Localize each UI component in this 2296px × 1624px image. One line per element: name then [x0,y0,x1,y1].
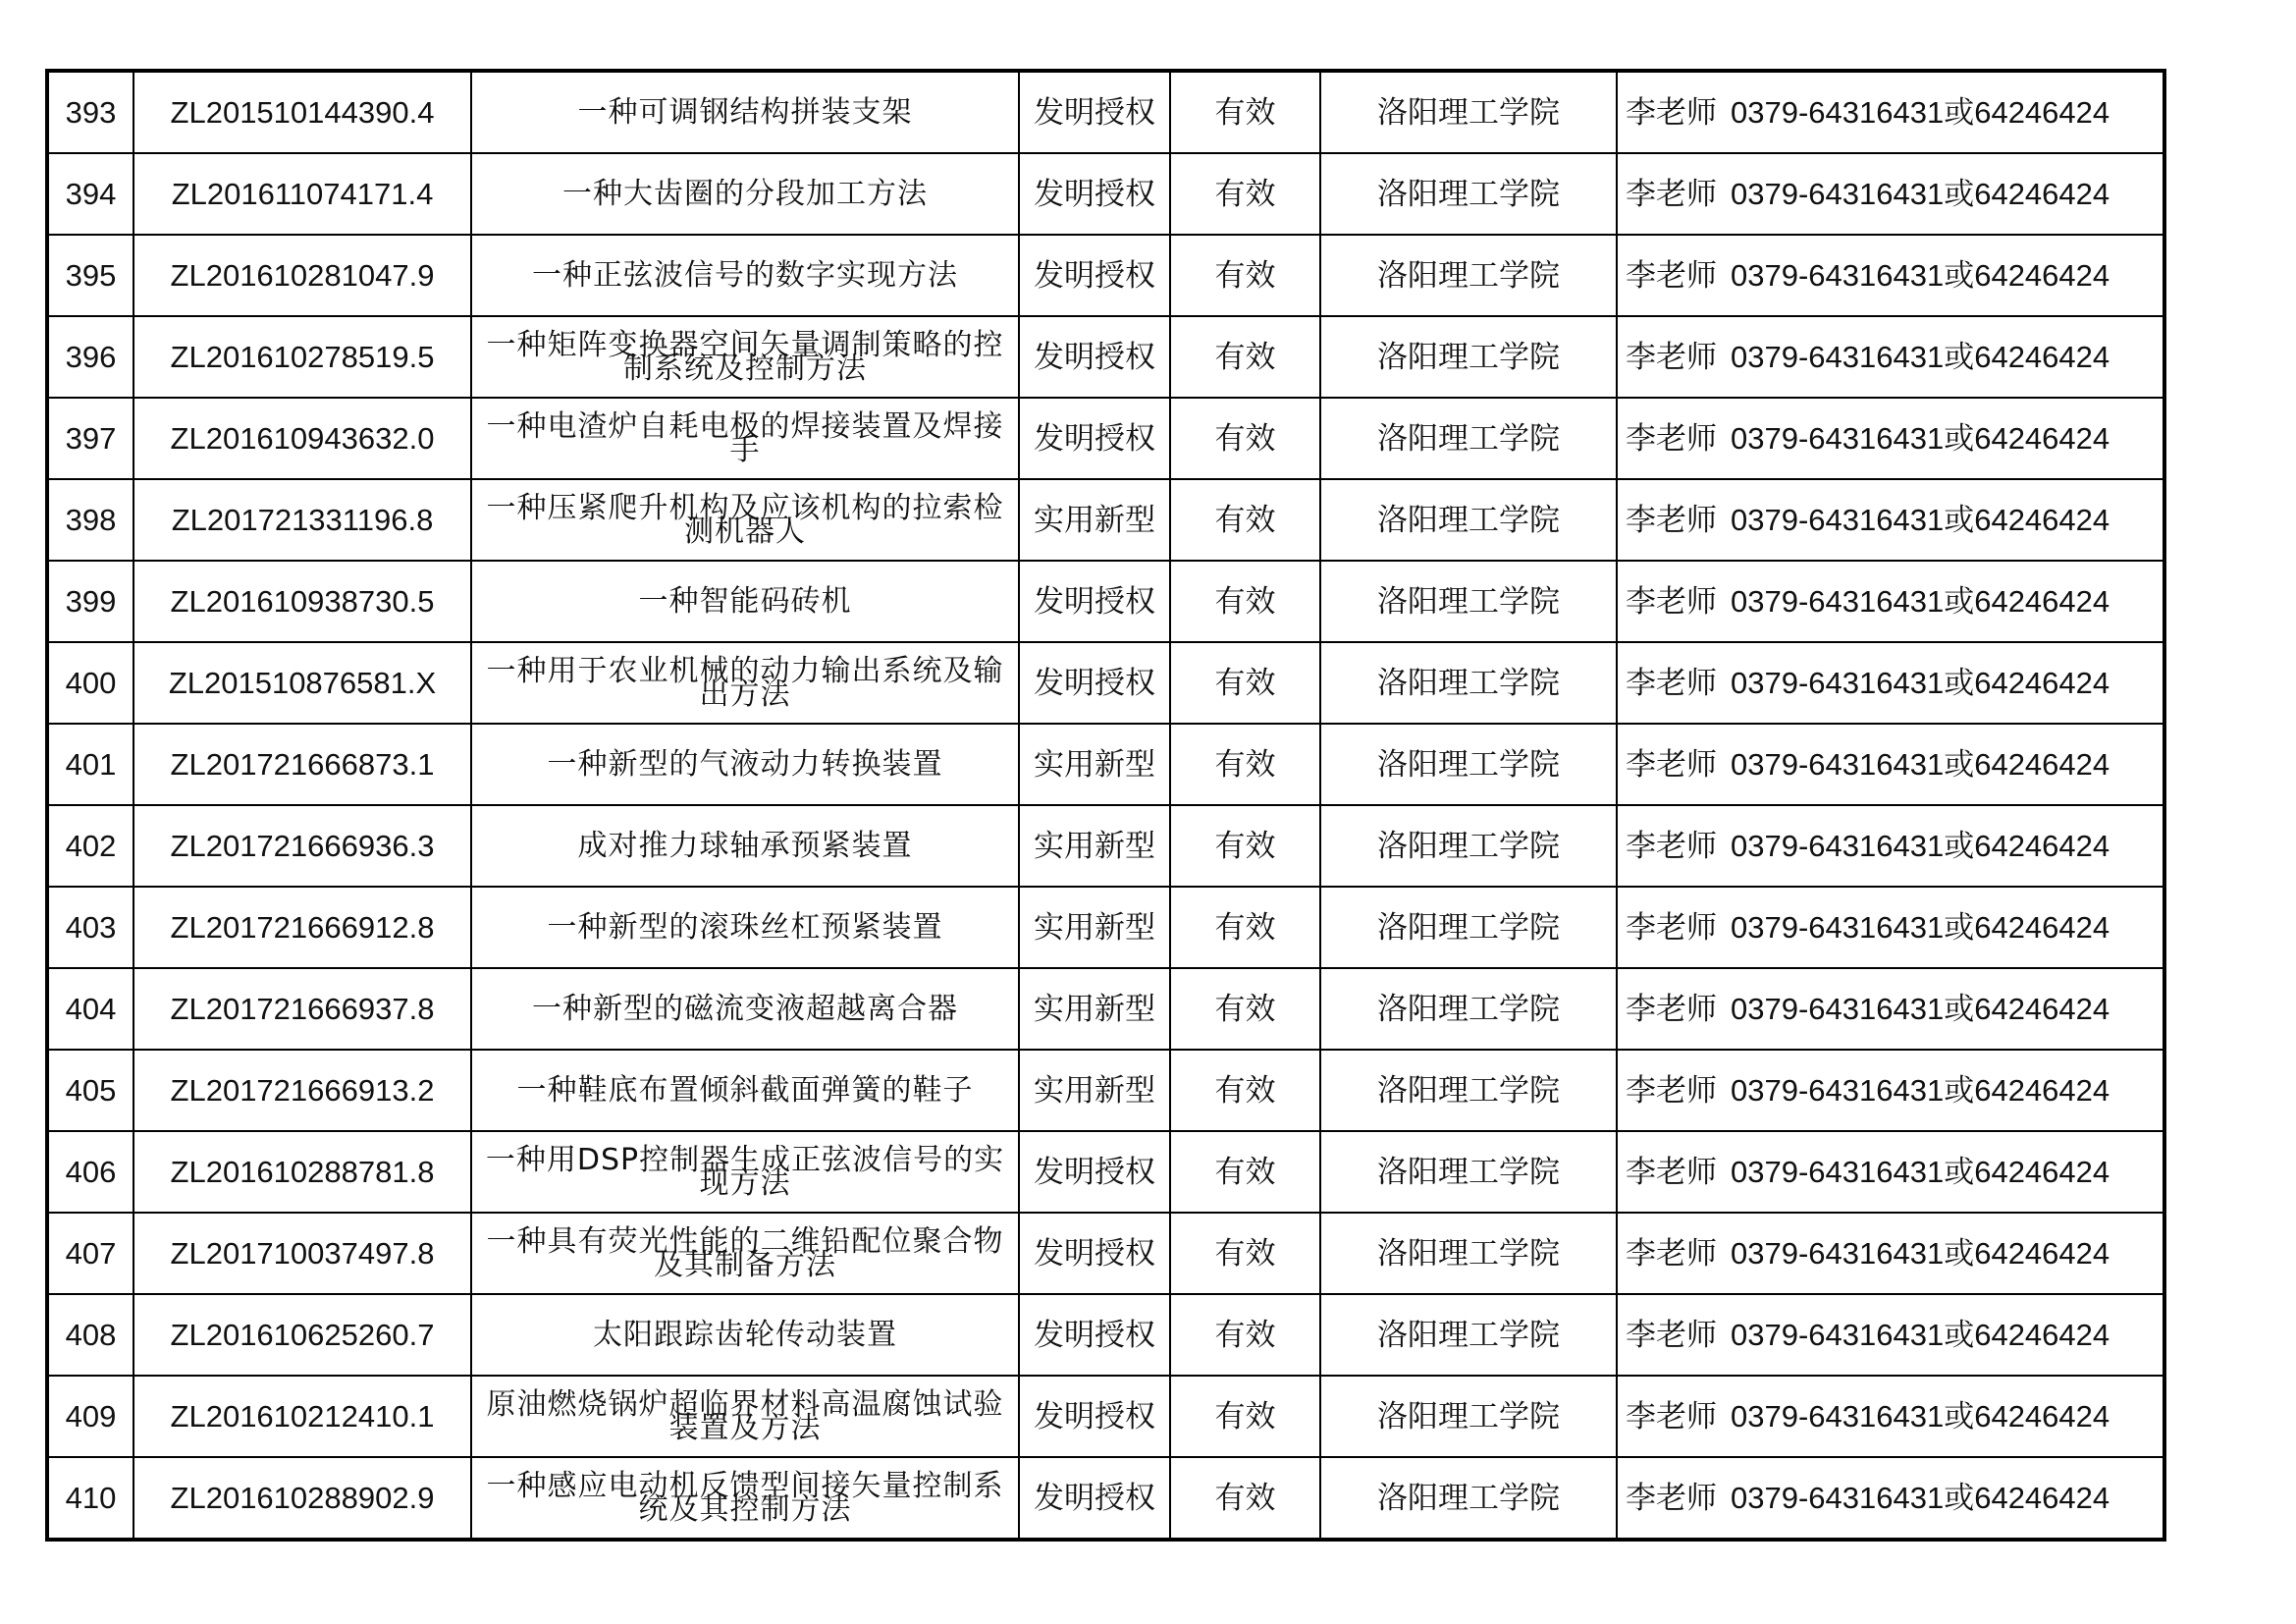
contact-name: 李老师 [1626,828,1717,864]
table-row [47,153,2164,235]
row-number: 403 [47,887,133,968]
patent-status: 有效 [1170,479,1320,561]
patent-title: 原油燃烧锅炉超临界材料高温腐蚀试验装置及方法 [471,1376,1019,1457]
table-row [47,479,2164,561]
table-row [47,968,2164,1050]
patent-title: 一种新型的气液动力转换装置 [471,724,1019,805]
row-number: 394 [47,153,133,235]
contact-phone: 0379-64316431或64246424 [1731,502,2110,537]
table-row [47,1294,2164,1376]
patent-status: 有效 [1170,1213,1320,1294]
patent-type: 实用新型 [1019,479,1170,561]
contact-cell [1617,887,2164,968]
contact-name: 李老师 [1626,420,1717,457]
contact-cell [1617,561,2164,642]
contact-name: 李老师 [1626,1398,1717,1435]
table-row [47,1376,2164,1457]
patent-type: 实用新型 [1019,724,1170,805]
patent-table [45,69,2166,1542]
patent-title: 一种新型的滚珠丝杠预紧装置 [471,887,1019,968]
contact-name: 李老师 [1626,1235,1717,1272]
row-number: 396 [47,316,133,398]
patent-institution: 洛阳理工学院 [1320,316,1617,398]
patent-status: 有效 [1170,153,1320,235]
patent-number: ZL201610281047.9 [133,235,471,316]
contact-name: 李老师 [1626,257,1717,294]
contact-name: 李老师 [1626,1317,1717,1353]
patent-type: 实用新型 [1019,805,1170,887]
table-row [47,71,2164,153]
patent-institution: 洛阳理工学院 [1320,153,1617,235]
contact-cell [1617,235,2164,316]
patent-title: 一种大齿圈的分段加工方法 [471,153,1019,235]
patent-type: 实用新型 [1019,887,1170,968]
patent-type: 实用新型 [1019,968,1170,1050]
patent-status: 有效 [1170,968,1320,1050]
patent-number: ZL201610938730.5 [133,561,471,642]
patent-title: 一种压紧爬升机构及应该机构的拉索检测机器人 [471,479,1019,561]
patent-title: 一种具有荧光性能的二维铅配位聚合物及其制备方法 [471,1213,1019,1294]
patent-number: ZL201610943632.0 [133,398,471,479]
contact-phone: 0379-64316431或64246424 [1731,94,2110,130]
patent-title: 一种正弦波信号的数字实现方法 [471,235,1019,316]
contact-phone: 0379-64316431或64246424 [1731,1317,2110,1352]
contact-cell [1617,724,2164,805]
contact-phone: 0379-64316431或64246424 [1731,1235,2110,1271]
patent-type: 发明授权 [1019,642,1170,724]
patent-status: 有效 [1170,1131,1320,1213]
patent-number: ZL201611074171.4 [133,153,471,235]
patent-institution: 洛阳理工学院 [1320,805,1617,887]
patent-type: 发明授权 [1019,398,1170,479]
patent-title: 一种用于农业机械的动力输出系统及输出方法 [471,642,1019,724]
contact-name: 李老师 [1626,665,1717,701]
contact-phone: 0379-64316431或64246424 [1731,1154,2110,1189]
patent-type: 发明授权 [1019,71,1170,153]
patent-number: ZL201610288781.8 [133,1131,471,1213]
contact-cell [1617,1213,2164,1294]
contact-cell [1617,1131,2164,1213]
row-number: 400 [47,642,133,724]
contact-cell [1617,1457,2164,1540]
row-number: 401 [47,724,133,805]
contact-phone: 0379-64316431或64246424 [1731,746,2110,782]
patent-status: 有效 [1170,1294,1320,1376]
patent-title: 太阳跟踪齿轮传动装置 [471,1294,1019,1376]
contact-name: 李老师 [1626,1072,1717,1109]
contact-name: 李老师 [1626,583,1717,620]
patent-institution: 洛阳理工学院 [1320,1131,1617,1213]
row-number: 406 [47,1131,133,1213]
contact-cell [1617,1376,2164,1457]
contact-phone: 0379-64316431或64246424 [1731,1072,2110,1108]
patent-type: 发明授权 [1019,316,1170,398]
patent-institution: 洛阳理工学院 [1320,1294,1617,1376]
contact-phone: 0379-64316431或64246424 [1731,176,2110,211]
patent-type: 发明授权 [1019,1376,1170,1457]
patent-number: ZL201510876581.X [133,642,471,724]
contact-phone: 0379-64316431或64246424 [1731,420,2110,456]
patent-number: ZL201721666873.1 [133,724,471,805]
patent-rows [47,71,2164,1540]
contact-phone: 0379-64316431或64246424 [1731,583,2110,619]
patent-number: ZL201610625260.7 [133,1294,471,1376]
contact-phone: 0379-64316431或64246424 [1731,339,2110,374]
patent-number: ZL201721331196.8 [133,479,471,561]
patent-type: 发明授权 [1019,1294,1170,1376]
patent-number: ZL201510144390.4 [133,71,471,153]
patent-status: 有效 [1170,316,1320,398]
contact-phone: 0379-64316431或64246424 [1731,665,2110,700]
row-number: 398 [47,479,133,561]
patent-type: 发明授权 [1019,1213,1170,1294]
patent-title: 一种智能码砖机 [471,561,1019,642]
table-row [47,398,2164,479]
patent-title: 一种新型的磁流变液超越离合器 [471,968,1019,1050]
contact-name: 李老师 [1626,1154,1717,1190]
table-row [47,887,2164,968]
contact-cell [1617,805,2164,887]
patent-institution: 洛阳理工学院 [1320,1213,1617,1294]
row-number: 408 [47,1294,133,1376]
patent-status: 有效 [1170,71,1320,153]
patent-status: 有效 [1170,724,1320,805]
table-row [47,724,2164,805]
patent-type: 发明授权 [1019,153,1170,235]
contact-name: 李老师 [1626,991,1717,1027]
contact-phone: 0379-64316431或64246424 [1731,1398,2110,1434]
patent-type: 实用新型 [1019,1050,1170,1131]
contact-phone: 0379-64316431或64246424 [1731,257,2110,293]
row-number: 404 [47,968,133,1050]
table-row [47,642,2164,724]
patent-type: 发明授权 [1019,235,1170,316]
patent-title: 一种用DSP控制器生成正弦波信号的实现方法 [471,1131,1019,1213]
row-number: 407 [47,1213,133,1294]
patent-number: ZL201610288902.9 [133,1457,471,1540]
patent-status: 有效 [1170,1050,1320,1131]
row-number: 395 [47,235,133,316]
row-number: 397 [47,398,133,479]
row-number: 402 [47,805,133,887]
patent-number: ZL201721666936.3 [133,805,471,887]
patent-status: 有效 [1170,805,1320,887]
patent-institution: 洛阳理工学院 [1320,398,1617,479]
patent-title: 一种矩阵变换器空间矢量调制策略的控制系统及控制方法 [471,316,1019,398]
patent-institution: 洛阳理工学院 [1320,724,1617,805]
table-row [47,1131,2164,1213]
patent-title: 一种鞋底布置倾斜截面弹簧的鞋子 [471,1050,1019,1131]
patent-status: 有效 [1170,561,1320,642]
contact-cell [1617,642,2164,724]
patent-title: 一种可调钢结构拼装支架 [471,71,1019,153]
patent-institution: 洛阳理工学院 [1320,1457,1617,1540]
patent-number: ZL201721666913.2 [133,1050,471,1131]
table-row [47,235,2164,316]
patent-institution: 洛阳理工学院 [1320,71,1617,153]
patent-status: 有效 [1170,235,1320,316]
contact-cell [1617,71,2164,153]
row-number: 393 [47,71,133,153]
patent-institution: 洛阳理工学院 [1320,642,1617,724]
table-row [47,805,2164,887]
patent-type: 发明授权 [1019,1457,1170,1540]
patent-title: 成对推力球轴承预紧装置 [471,805,1019,887]
patent-title: 一种感应电动机反馈型间接矢量控制系统及其控制方法 [471,1457,1019,1540]
contact-cell [1617,968,2164,1050]
contact-name: 李老师 [1626,176,1717,212]
contact-name: 李老师 [1626,1480,1717,1516]
patent-institution: 洛阳理工学院 [1320,1376,1617,1457]
contact-name: 李老师 [1626,502,1717,538]
patent-institution: 洛阳理工学院 [1320,887,1617,968]
patent-institution: 洛阳理工学院 [1320,561,1617,642]
patent-type: 发明授权 [1019,1131,1170,1213]
table-row [47,561,2164,642]
table-row [47,1213,2164,1294]
patent-number: ZL201721666937.8 [133,968,471,1050]
patent-status: 有效 [1170,1376,1320,1457]
table-row [47,1050,2164,1131]
contact-cell [1617,479,2164,561]
table-row [47,1457,2164,1540]
contact-cell [1617,1294,2164,1376]
patent-institution: 洛阳理工学院 [1320,479,1617,561]
patent-status: 有效 [1170,887,1320,968]
patent-institution: 洛阳理工学院 [1320,968,1617,1050]
contact-cell [1617,153,2164,235]
table-row [47,316,2164,398]
patent-number: ZL201710037497.8 [133,1213,471,1294]
row-number: 405 [47,1050,133,1131]
contact-cell [1617,316,2164,398]
patent-number: ZL201721666912.8 [133,887,471,968]
contact-phone: 0379-64316431或64246424 [1731,828,2110,863]
row-number: 399 [47,561,133,642]
contact-phone: 0379-64316431或64246424 [1731,909,2110,945]
row-number: 410 [47,1457,133,1540]
patent-status: 有效 [1170,642,1320,724]
contact-cell [1617,398,2164,479]
contact-phone: 0379-64316431或64246424 [1731,1480,2110,1515]
contact-name: 李老师 [1626,909,1717,946]
patent-number: ZL201610278519.5 [133,316,471,398]
contact-phone: 0379-64316431或64246424 [1731,991,2110,1026]
contact-name: 李老师 [1626,339,1717,375]
patent-status: 有效 [1170,1457,1320,1540]
contact-cell [1617,1050,2164,1131]
patent-status: 有效 [1170,398,1320,479]
contact-name: 李老师 [1626,94,1717,131]
patent-institution: 洛阳理工学院 [1320,1050,1617,1131]
patent-title: 一种电渣炉自耗电极的焊接装置及焊接手 [471,398,1019,479]
patent-type: 发明授权 [1019,561,1170,642]
row-number: 409 [47,1376,133,1457]
patent-number: ZL201610212410.1 [133,1376,471,1457]
contact-name: 李老师 [1626,746,1717,783]
patent-institution: 洛阳理工学院 [1320,235,1617,316]
